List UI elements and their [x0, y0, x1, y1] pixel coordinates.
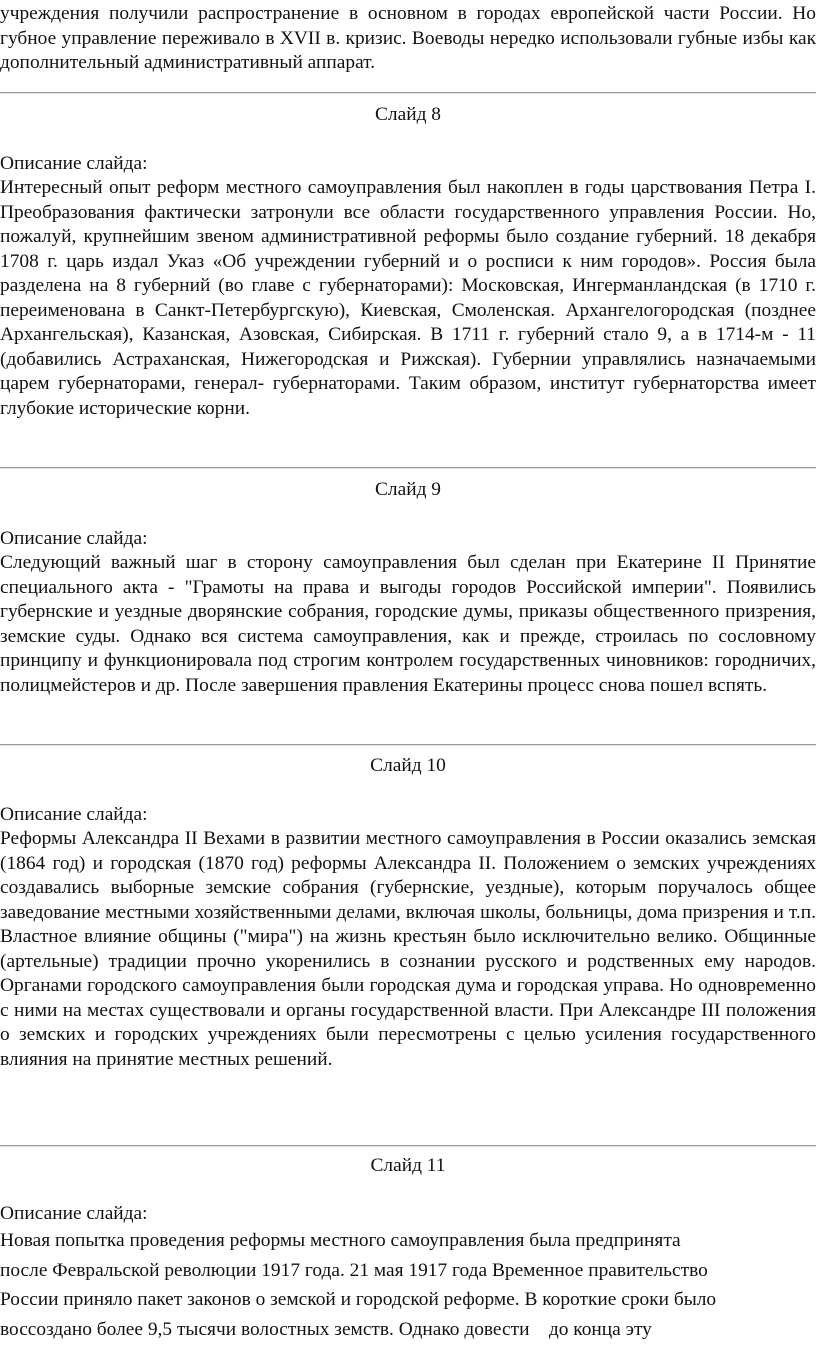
slide-9-description-text: Следующий важный шаг в сторону самоуправления был сделан при Екатерине II Принятие специального акта - "Грамоты на права и выгоды городов Российской империи". Появились губернские и уездные дворянские собрания, городские думы, приказы общественного призрения, земские суды. Однако вся система самоуправления, как и прежде, строилась по сословному принципу и функционировала под строгим контролем государственных чиновников: городничих, полицмейстеров и др. После завершения правления Екатерины процесс снова пошел вспять.	[0, 552, 816, 696]
slide-11-line: Новая попытка проведения реформы местного самоуправления была предпринята	[0, 1230, 681, 1251]
slide-10-description-text: Реформы Александра II Вехами в развитии местного самоуправления в России оказались земская (1864 год) и городская (1870 год) реформы Александра II. Положением о земских учреждениях создавались выборные земские собрания (губернские, уездные), которым поручалось общее заведование местными хозяйственными делами, включая школы, больницы, дома призрения и т.п. Властное влияние общины ("мира") на жизнь крестьян было исключительно велико. Общинные (артельные) традиции прочно укоренились в сознании русского и родственных ему народов. Органами городского самоуправления были городская дума и городская управа. Но одновременно с ними на местах существовали и органы государственной власти. При Александре III положения о земских и городских учреждениях были пересмотрены с целью усиления государственного влияния на принятие местных решений.	[0, 828, 816, 1070]
intro-section	[0, 2, 816, 76]
slide-11-line: после Февральской революции 1917 года. 21 мая 1917 года Временное правительство	[0, 1259, 708, 1281]
slide-9-title: Слайд 9	[374, 479, 441, 500]
slide-11-description-label: Описание слайда:	[0, 1203, 148, 1224]
section-divider	[0, 1145, 816, 1147]
section-divider	[0, 92, 816, 94]
slide-8-description-text: Интересный опыт реформ местного самоуправления был накоплен в годы царствования Петра I. Преобразования фактически затронули все области государственного управления России. Но, пожалуй, крупнейшим звеном административной реформы было создание губерний. 18 декабря 1708 г. царь издал Указ «Об учреждении губерний и о росписи к ним городов». Россия была разделена на 8 губерний (во главе с губернаторами): Московская, Ингерманландская (в 1710 г. переименована в Санкт-Петербургскую), Киевская, Смоленская. Архангелогородская (позднее Архангельская), Казанская, Азовская, Сибирская. В 1711 г. губерний стало 9, а в 1714-м - 11 (добавились Астраханская, Нижегородская и Рижская). Губернии управлялись назначаемыми царем губернаторами, генерал- губернаторами. Таким образом, институт губернаторства имеет глубокие исторические корни.	[0, 177, 816, 419]
slide-11-section	[0, 1202, 816, 1344]
section-divider	[0, 744, 816, 746]
slide-8-section	[0, 152, 816, 421]
slide-11-line: воссоздано более 9,5 тысячи волостных земств. Однако довести до конца эту	[0, 1318, 652, 1340]
section-divider	[0, 467, 816, 469]
slide-8-title: Слайд 8	[374, 104, 441, 125]
slide-10-title: Слайд 10	[370, 755, 446, 776]
slide-10-section	[0, 803, 816, 1072]
slide-11-line: России приняло пакет законов о земской и городской реформе. В короткие сроки было	[0, 1289, 717, 1310]
slide-8-description-label: Описание слайда:	[0, 153, 148, 174]
slide-9-description-label: Описание слайда:	[0, 528, 148, 549]
slide-9-section	[0, 527, 816, 698]
slide-11-title: Слайд 11	[370, 1155, 446, 1176]
slide-11-description-text	[0, 1226, 816, 1344]
intro-paragraph: учреждения получили распространение в основном в городах европейской части России. Но губное управление переживало в XVII в. кризис. Воеводы нередко использовали губные избы как дополнительный административный аппарат.	[0, 3, 816, 73]
slide-10-description-label: Описание слайда:	[0, 804, 148, 825]
